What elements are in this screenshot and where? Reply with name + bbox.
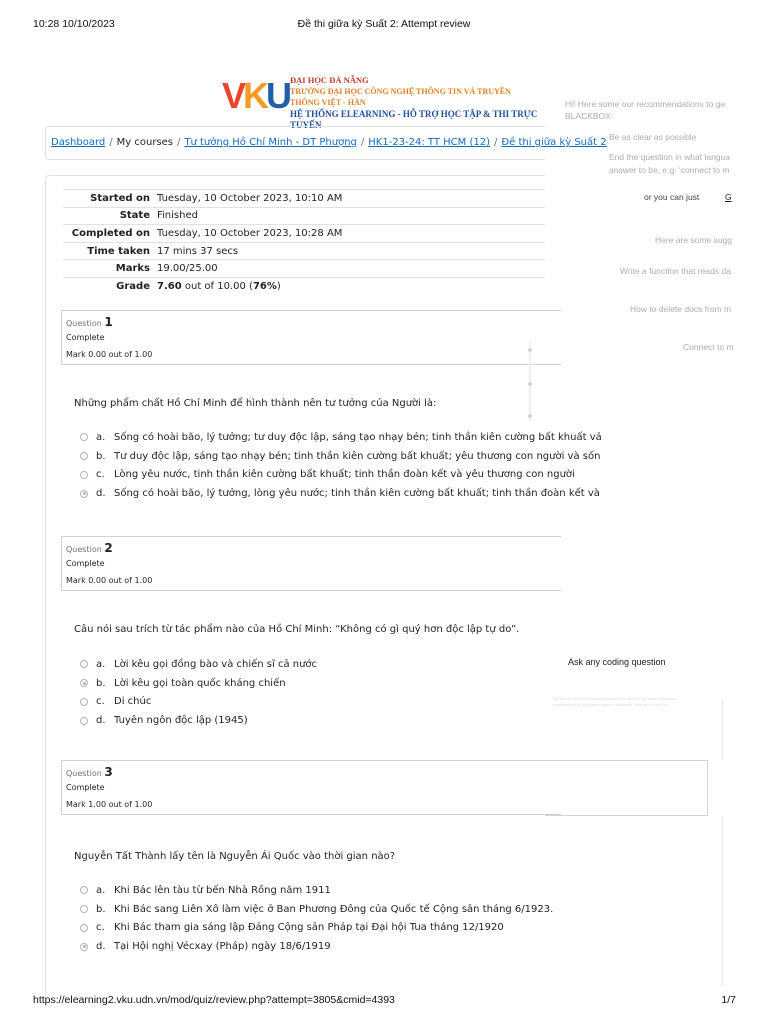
print-title: Đề thi giữa kỳ Suất 2: Attempt review <box>297 18 471 30</box>
answer-option: d. Tuyên ngôn độc lập (1945) <box>80 711 550 730</box>
quiz-review-main <box>45 126 607 986</box>
breadcrumb-my-courses: My courses <box>116 137 174 148</box>
sidebar-suggestion-1[interactable]: Write a function that reads da <box>620 266 731 276</box>
question-3-info <box>61 760 561 815</box>
print-datetime: 10:28 10/10/2023 <box>33 18 115 30</box>
question-2-number: Question 2 <box>66 541 113 555</box>
radio-button <box>80 698 88 706</box>
radio-button-selected <box>80 943 88 951</box>
attempt-summary-table <box>63 189 545 295</box>
breadcrumb-dashboard[interactable]: Dashboard <box>51 137 106 148</box>
answer-option: c. Khi Bác tham gia sáng lập Đảng Cộng sản Pháp tại Đại hội Tua tháng 12/1920 <box>80 919 550 938</box>
sidebar-fine-print: Blackbox AI Chat is in beta and Blackbox is not liable for the content generated. acknowledge that you agree to agree to Blackbox's Terms and Privacy Po <box>553 697 677 707</box>
radio-button-selected <box>80 679 88 687</box>
answer-option: b. Khi Bác sang Liên Xô làm việc ở Ban Phương Đông của Quốc tế Cộng sản tháng 6/1923. <box>80 900 550 919</box>
summary-row-completed: Completed on Tuesday, 10 October 2023, 10:28 AM <box>63 225 545 243</box>
answer-option: a. Khi Bác lên tàu từ bến Nhà Rồng năm 1911 <box>80 881 550 900</box>
ask-coding-question-input[interactable]: Ask any coding question <box>568 657 666 667</box>
question-3-info-border <box>545 815 708 816</box>
sidebar-suggestion-3[interactable]: Connect to m <box>683 342 734 352</box>
question-3-number: Question 3 <box>66 765 113 779</box>
question-3-mark: Mark 1.00 out of 1.00 <box>66 800 153 809</box>
question-1-info <box>61 310 561 365</box>
sidebar-suggestions-heading: Here are some sugg <box>655 235 733 245</box>
logo-line-school: TRƯỜNG ĐẠI HỌC CÔNG NGHỆ THÔNG TIN VÀ TRUYỀN THÔNG VIỆT - HÀN <box>290 87 511 107</box>
question-2-text: Câu nói sau trích từ tác phẩm nào của Hồ Chí Minh: “Không có gì quý hơn độc lập tự do”. <box>74 624 520 635</box>
radio-button <box>80 471 88 479</box>
logo-text <box>290 75 542 131</box>
print-header <box>0 18 768 32</box>
sidebar-hint: Hi! Here some our recommendations to ge BLACKBOX: <box>565 99 726 121</box>
breadcrumb: Dashboard / My courses / Tư tưởng Hồ Chí Minh - DT Phượng / HK1-23-24: TT HCM (12) / Đề thi giữa kỳ Suất 2 <box>51 137 607 148</box>
sidebar-go-link[interactable]: G <box>725 192 732 202</box>
answer-option: a. Lời kêu gọi đồng bào và chiến sĩ cả nước <box>80 655 550 674</box>
question-3-info-border <box>545 760 708 761</box>
question-1-text: Những phẩm chất Hồ Chí Minh để hình thành nên tư tưởng của Người là: <box>74 398 437 409</box>
sidebar-suggestion-2[interactable]: How to delete docs from m <box>630 304 732 314</box>
radio-button <box>80 660 88 668</box>
question-3-state: Complete <box>66 783 105 792</box>
answer-option: b. Tư duy độc lập, sáng tạo nhạy bén; tinh thần kiên cường bất khuất; yêu thương con người và sốn <box>80 447 550 466</box>
answer-option: b. Lời kêu gọi toàn quốc kháng chiến <box>80 674 550 693</box>
logo-line-system: HỆ THỐNG ELEARNING - HỖ TRỢ HỌC TẬP & THI TRỰC TUYẾN <box>290 109 538 130</box>
answer-option: c. Lòng yêu nước, tinh thần kiên cường bất khuất; tinh thần đoàn kết và yêu thương con người <box>80 466 550 485</box>
summary-row-state: State Finished <box>63 207 545 225</box>
radio-button <box>80 905 88 913</box>
answer-option: c. Di chúc <box>80 693 550 712</box>
radio-button <box>80 886 88 894</box>
divider <box>722 816 723 986</box>
question-3-answers <box>80 881 554 956</box>
radio-button <box>80 452 88 460</box>
answer-option: d. Tại Hội nghị Vécxay (Pháp) ngày 18/6/1919 <box>80 937 550 956</box>
question-2-mark: Mark 0.00 out of 1.00 <box>66 576 153 585</box>
sidebar-tip-1: Be as clear as possible <box>609 132 697 142</box>
breadcrumb-bar <box>45 126 607 160</box>
vku-logo-mark: VKU <box>222 75 290 116</box>
blackbox-sidebar <box>553 96 768 736</box>
summary-row-marks: Marks 19.00/25.00 <box>63 260 545 278</box>
logo-line-university: ĐẠI HỌC ĐÀ NẴNG <box>290 75 369 85</box>
question-2-answers <box>80 655 550 730</box>
radio-button <box>80 717 88 725</box>
question-2-state: Complete <box>66 559 105 568</box>
answer-option: a. Sống có hoài bão, lý tưởng; tư duy độc lập, sáng tạo nhạy bén; tinh thần kiên cường bất khuất vả <box>80 428 550 447</box>
summary-row-started: Started on Tuesday, 10 October 2023, 10:10 AM <box>63 190 545 208</box>
question-3-text: Nguyễn Tất Thành lấy tên là Nguyễn Ái Quốc vào thời gian nào? <box>74 851 396 862</box>
question-1-state: Complete <box>66 333 105 342</box>
grade-value: 7.60 out of 10.00 (76%) <box>157 281 281 293</box>
radio-button <box>80 433 88 441</box>
summary-row-time-taken: Time taken 17 mins 37 secs <box>63 242 545 260</box>
breadcrumb-course[interactable]: Tư tưởng Hồ Chí Minh - DT Phượng <box>184 137 357 148</box>
question-3-info-border <box>707 760 708 816</box>
question-1-answers <box>80 428 602 503</box>
question-1-number: Question 1 <box>66 315 113 329</box>
sidebar-tip-2: End the question in what langua answer to be, e.g: ‘connect to m <box>609 152 730 175</box>
site-logo[interactable] <box>222 74 542 130</box>
radio-button-selected <box>80 490 88 498</box>
breadcrumb-quiz[interactable]: Đề thi giữa kỳ Suất 2 <box>501 137 607 148</box>
sidebar-or-you-can-just: or you can just <box>644 192 700 202</box>
question-1-mark: Mark 0.00 out of 1.00 <box>66 350 153 359</box>
print-page-number: 1/7 <box>721 994 736 1006</box>
radio-button <box>80 924 88 932</box>
print-url: https://elearning2.vku.udn.vn/mod/quiz/review.php?attempt=3805&cmid=4393 <box>33 994 395 1006</box>
scroll-indicator <box>525 342 535 422</box>
question-2-info <box>61 536 561 591</box>
breadcrumb-section[interactable]: HK1-23-24: TT HCM (12) <box>368 137 490 148</box>
answer-option: d. Sống có hoài bão, lý tưởng, lòng yêu nước; tinh thần kiên cường bất khuất; tinh thần đoàn kết và <box>80 484 550 503</box>
summary-row-grade: Grade 7.60 out of 10.00 (76%) <box>63 277 545 295</box>
